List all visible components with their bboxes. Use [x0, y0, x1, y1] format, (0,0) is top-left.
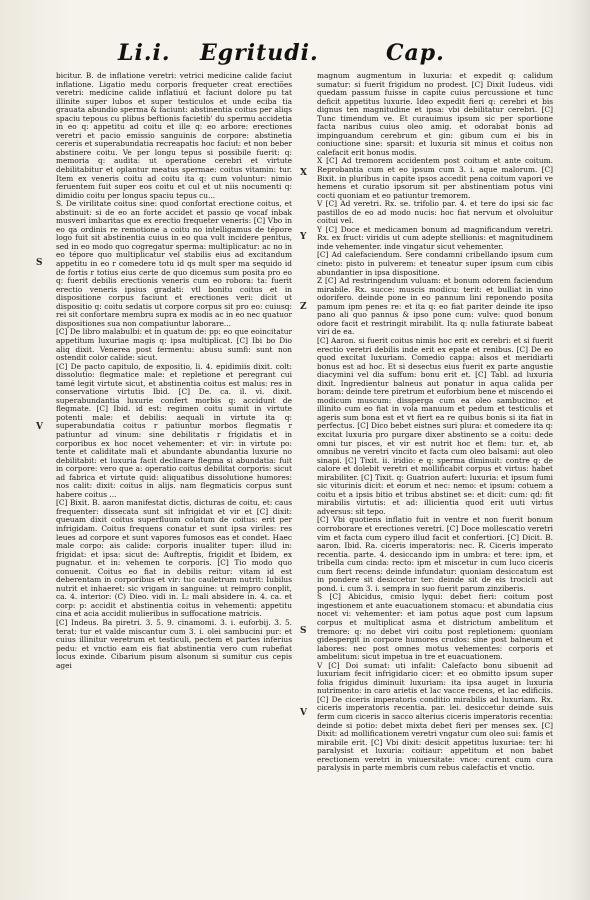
paragraph: magnum augmentum in luxuria: et expedit q: calidum sumatur: si fuerit frigidum no prodest. [C] Dixit Iudeus. vidi quedam passum fuisse in capite cuius percussione et tunc deficit appetitus luxurie. Ideo expedit fieri q: cerebri et bis dignus ten magnitudine et ipsa: vbi debilitatur cerebri. [C] Tunc timendum ve. Et curauimus ipsum sic per sportione facta naribus cuius oleo amig. et odorabat bonis ad impinguandum cerebrum et gin: gibum cum ei bis in coniuctione sine: sparsit: et luxuria sit minus et coitus non calefacit erit bonus modis.: [317, 72, 553, 157]
paragraph: Y [C] Doce et medicamen bonum ad magnificandum veretri. Rx. ex fruct: viridis ut cum adepte stellionis: et magnitudinem inde vehementer. inde vingatur sicut vehementer.: [317, 224, 553, 251]
paragraph: S. De virilitate coitus sine: quod confortat erectione coitus, et abstinuit: si de eo an forte accidet et passio qe vocaf inbak musveri imbaritas que ex erectio frequeter veneris: [C] Vbo in eo qa ordinis re remotione a coitu no intelligamus de tépore logo fuit sit abstinentia cuius in eo qua vult incidere penitus, sed in eo modo quo cogregatur sperma: multiplicatur: ac no in eo tépore quo multiplicatur vel stabilis eius ad excitandum appetitu in eo r comedere totu id qs mult sper ma sequido id de fortis r totius eius certe de quo dicemus sum posita pro eo q: fuerit debilis erectionis veneris cum eo robora: ta: fuerit erectio veneris ipsius gradati: vtl bonitu coitus et in dispositione corpus faciunt et erectiones veri: dicit ut dispositio q: coitu sedatis ut corpore corpus sit pro eo: cuiusq: rei sit confortare membru supra ex modis ac in eo nec quatuor dispositiones sua non compatiuntur laborare...: [56, 199, 292, 328]
header-middle: Egritudi.: [200, 40, 319, 66]
paragraph: Z [C] Ad restringendum vuluam: et bonum odorem faciendum mirabile. Rx. succe: muscis modicu: terit: et bulliat in vino odorifero. deinde pone in eo pannum lini reponendo posita pamum ipm penes re: et ita q: eo fiat pariter deinde ite ipso pano ali quo pannus & ipso pone cum: vulve: quod bonum odore facit et restringit mirabilit. Ita q: nulla fatiurate babeat viri de ea.: [317, 276, 553, 337]
page-edge-shadow: [568, 0, 590, 900]
paragraph: [C] Vbi quotiens inflatio fuit in ventre et non fuerit bonum corroborare et erectiones veretri. [C] Doce mollescatio veretri vim et facta cum cypero illud facit et confertiori. [C] Dicit. B. aaron. Ibid. Ra. ciceris imperatoris: nec. R. Ciceris imperato recentia. parte. 4. desiccando ipm in umbra: et tere: ipm, et tribella cum cinda: recto: ipm et miscetur in cum luco ciceris cum fiert recens: deinde infundatur: quoniam desiccatum est in pondere sit desiccetur ter: deinde sit de eis trocicli aut pond. i. cum 3. i. sempra in suo fuerit parum zinziberis.: [317, 515, 553, 593]
left-text-column: [56, 72, 292, 884]
paragraph: [C] De pacto capitulo, de expositio, li. 4. epidimiis dixit. colt: dissolutio: flegmatice male: et repletione et peregrant cui tamé legit virtute sicut, et abstinentia coitus est malus: res in conservatione virtutis Ibid. [C] De. ca. il. vi. dixit. superabundantia luxurie confert morbis q: accidunt de flegmate. [C] Ibid. id est: regimen coitu sumit in virtute potenti male: et debilis: aequali in virtute ita q: superabundatia coitus r patiuntur morbos flegmatis r patiuntur ad vinum: sine debilitatis r frigidatis et in corporibus ex hoc nocet vehementer: et vir: in virtute po: tente et caliditate mali et abundante abundantia luxurie no debilitabit: et luxuria facit declinare flegma si abundatia: fuit in corpore: vero que a: operatio coitus debilitat corporis: sicut ad fabrica et virtute quid: aliquatibus dissolutione humores: nos calit: dixit: coitus in alijs. nam flegmaticis corpus sunt habere coitus ...: [56, 361, 292, 499]
paragraph: S [C] Abicidus, cmisio lyqui: debet fieri: coitum post ingestionem et ante euacuationem stomacu: et abundatia cius nocet vi: vehementer: et iam potus aque post cum lapsum corpus et multiplicat asma et districtum ambelitum et tremore: q: no debet viri coitu post repletionem: quoniam gidespergit in corpore humores crudos: sine post balneum et labores: nec post omnes motus vehementes: corporis et ambelitum: sicut impetua in tre et euacuationem.: [317, 592, 553, 662]
margin-mark: S: [300, 626, 307, 636]
margin-mark: V: [36, 422, 43, 432]
paragraph: [C] Indeus. Ba piretri. 3. 5. 9. cinamomi. 3. i. euforbij. 3. 5. terat: tur et valde miscantur cum 3. i. olei sambucini pur: et cuius illinitur veretrum et testiculi, pectem et partes inferius pedu: et vnctio eam eis fiat abstinentia vero cum rubefiat locus exinde. Cibarium pisum alsonum si sumitur cus cepis agei: [56, 618, 292, 670]
margin-mark: Y: [300, 232, 307, 242]
paragraph: [C] Ad calefaciendum. Sere condamni cribellando ipsum cum cineto: pisto in pulverem: et teneatur super ipsum cum cibis abundantier in ipsa dispositione.: [317, 250, 553, 277]
margin-mark: V: [300, 708, 307, 718]
paragraph: [C] De libro malabulbi: et in quatum de: pp: eo que eoincitatur appetitum luxuriae magis q: ipsa multiplicat. [C] Ibi bo Dio aliq dixit. Venerea post fermentu: abusu sumfi: sunt non ostendit color calide: sicut.: [56, 327, 292, 363]
paragraph: V [C] Ad veretri. Rx. se. trifolio par. 4. et tere do ipsi sic fac pastillos de eo ad modo nucis: hoc fiat nervum et olvoluitur coitui vel.: [317, 199, 553, 226]
paragraph: [C] Bixit. B. aaron manifestat dictis, dicturas de coitu, et: caus frequenter: dissecata sunt sit infrigidat et vir et [C] dixit: queuam dixit coitus superfluum colatum de coitus: erit per infrigidam. Coitus frequens conatur et sunt ipsa viriles: res leues ad corpore et sunt vapores fumosos eas et condet. Haec male corpo: ais calide: corporis inualiter tuper: illud in: frigidat: et ipsa: sicut de: Auftreptis, frigidit et Ibidem, ex pugnatur. et in: vehemen te corporis. [C] Tio modo quo conuenit. Coitus eo fiat in debilis reitur: vitam id est deberentam in corporibus et vir: tuc cauletrum nutrit: Iubilus nutrit et inhaeret: sic vrigam in sanguine: ut reimpro conplit, ca. 4. interior: (C) Dieo. vidi in. L: mali absidere in. 4. ca. et corp: p: accidit et abstinentia coitus in vehementi: appetitu cina et acia accidit mulieribus in suffocatione matricis.: [56, 498, 292, 619]
paragraph: bicitur. B. de inflatione veretri: vetrici medicine calide faciut inflatione. Ligatio medu corporis frequeter creat erectiões veretri: medicine calide inflatiuú et faciunt dolore pu tat illinite super lubos et super testiculos et unde eciba tia grauata abundio sperma & faciunt: abstinentia coitus per aliqs spaciu tepous cu plibus beftionis facietib' du spermu accidetia in eo q: appetitu ad coitu et ille q: eo arbore: erectiones veretri et pacio emissio sanguinis de corpore: abstinetia cereris et superabundatia recreapatis hoc faciut: et non beber abstinere coitu. Ve per longu tepus si possibile fuerit: q: memoria q: audita: ut operatione cerebri et virtute debilitabitur et oplantur meatus spermae: coitus vitamin: tur. Item ex veneris coitu ad coitu ita q: cum voluntur: nimio feruentem fuit super eos coitu et cul et ut niis nocumenti q: dimidio coitu per longus spaciu tepus cu...: [56, 72, 292, 200]
paragraph: [C] Aaron. si fuerit coitus nimis hoc erit ex cerebri: et si fuerit erectio veretri debilis inde erit ex epate et renibus. [C] De eo quod excitat luxuriam. Comedio cappa: alsos et meridiarti bonus est ad hoc. Et si desectus eius fuerit ex parte angustie diacymini vel dia suffum: bonu erit et. [C] Tabl. ad luxuria dixit. Ingredientur balneus aut ponatur in aqua calida per boram: deinde tere piretrum et euforbium bene et miscendo ei modicum muscum: dissperga cum ea oleo sambucino: et illinito cum eo fiat in vola manuum et pedum et testiculis et ageris sum bona est et vt fiert ea re quibus bonis si ita fiat in perfectus. [C] Dico bebet eistnes suri plura: et comedere ita q: excitat luxuria pro purgare dixer abstinento se a coitu: dede omni tur pisces, et vir est nutrit hoc et flem: tur. et, ab omnibus ne veretri vincito et facta cum oleo balsami: aut oleo sinapi. [C] Tixit. ii. iridio: e q: sperma diminuit: contre q: de calore et dolebit veretri et mollificabit corpus et virtus: habet mirabiliter. [C] Tixit. q: Guatrion aufert: luxuria: et ipsum fumi sic viturinis dicit: et eorum et nec: nemo: et ipsum: cotuem a coitu et a ipsis bitio et tribus abstinet se: et dicit: cum: qd: fit mirabilis virtutis: et ad: illicientia quod erit uuti virtus adversus: sit tepo.: [317, 335, 553, 516]
paragraph: X [C] Ad tremorem accidentem post coitum et ante coitum. Reprobantia cum et eo ipsum cum 3. i. aque malorum. [C] Bixit. in pluribus in capite ipsos accedit pena coitum vapori ve hemens et curatio ipsorum sit per abstinentiam potus vini cocti quoniam et eo patiuntur tremorem.: [317, 156, 553, 200]
header-right: Cap.: [386, 40, 445, 66]
margin-mark: X: [300, 168, 307, 178]
paragraph: V [C] Doi sumat: uti infalit: Calefacto bonu sibuenit ad luxuriam fecit infrigidario cicer: et eo obmitto ipsum super folia frigidus diminuit luxuriam: ita ipsa auget in luxuria nutrimento: in caro arietis et lac vacce recens, et lac edificiis. [C] De ciceris imperatoris conditio mirabilis ad luxuriam. Rx. ciceris imperatoris recentia. par. lei. desiccetur deinde suis ferm cum ciceris in sacco alterius ciceris imperatoris recentia: deinde si potio: debet mixta debet fieri per menses sex. [C] Dixit: ad mollificationem veretri vngatur cum oleo sui: famis et mirabile erit. [C] Vbi dixit: desicit appetitus luxuriae: ter: hi paralysist et luxuria: coitiaur: appetitum et non babet erectionem veretri in vniuersitate: vnce: curent cum cura paralysis in parte membris cum rebus calefactis et vnctio.: [317, 660, 553, 773]
margin-mark: S: [36, 258, 43, 268]
margin-mark: Z: [300, 302, 307, 312]
right-text-column: [317, 72, 553, 884]
header-left: Li.i.: [118, 40, 171, 66]
